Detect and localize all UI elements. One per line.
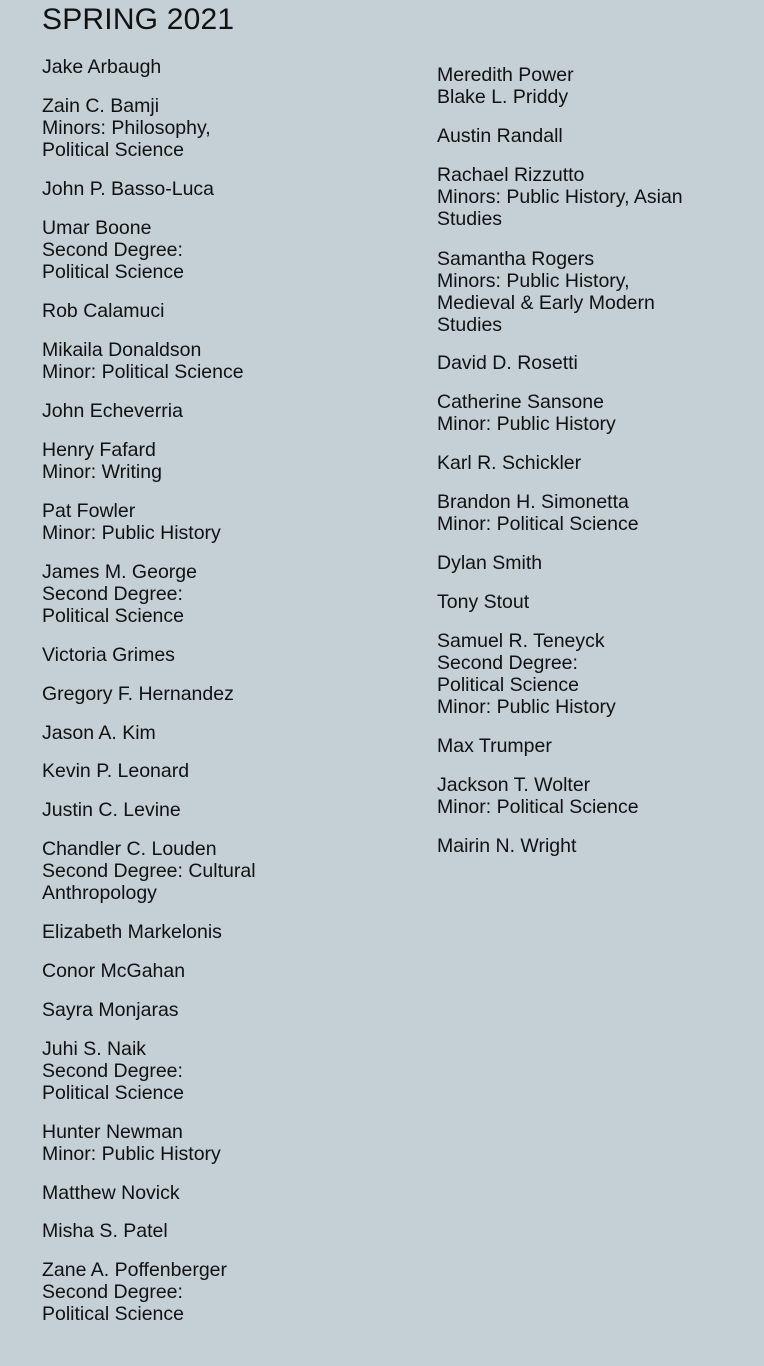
list-item — [42, 999, 179, 1021]
graduate-detail: Second Degree: Cultural — [42, 860, 256, 882]
graduate-name: Austin Randall — [437, 125, 563, 147]
graduate-name: Catherine Sansone — [437, 391, 604, 413]
graduate-name: Karl R. Schickler — [437, 452, 582, 474]
graduate-name: Jake Arbaugh — [42, 56, 162, 78]
graduate-name: Matthew Novick — [42, 1182, 180, 1204]
list-item — [437, 391, 616, 435]
graduate-detail: Minor: Political Science — [42, 361, 244, 383]
graduate-name: Sayra Monjaras — [42, 999, 179, 1021]
graduate-detail: Political Science — [437, 674, 579, 696]
graduate-detail: Minor: Public History — [437, 413, 616, 435]
list-item — [42, 921, 222, 943]
list-item — [437, 630, 616, 718]
graduate-detail: Minor: Public History — [437, 696, 616, 718]
graduate-detail: Studies — [437, 314, 503, 336]
graduate-name: Samuel R. Teneyck — [437, 630, 605, 652]
list-item — [42, 95, 211, 161]
graduate-detail: Political Science — [42, 605, 184, 627]
list-item — [42, 339, 244, 383]
list-item — [42, 56, 161, 78]
list-item — [42, 760, 189, 782]
graduate-name: Mikaila Donaldson — [42, 339, 202, 361]
graduate-detail: Medieval & Early Modern — [437, 292, 655, 314]
graduate-detail: Second Degree: — [437, 652, 578, 674]
list-item — [42, 1121, 221, 1165]
graduate-detail: Minors: Public History, — [437, 270, 630, 292]
graduate-detail: Minors: Public History, Asian — [437, 186, 683, 208]
list-item — [437, 774, 639, 818]
list-item — [42, 500, 221, 544]
graduate-detail: Minor: Political Science — [437, 513, 639, 535]
graduate-detail: Anthropology — [42, 882, 157, 904]
graduate-name: Jason A. Kim — [42, 722, 156, 744]
list-item — [42, 439, 162, 483]
graduate-detail: Second Degree: — [42, 1060, 183, 1082]
graduate-name: Kevin P. Leonard — [42, 760, 190, 782]
list-item — [42, 1220, 168, 1242]
list-item — [42, 1259, 227, 1325]
list-item — [437, 164, 683, 230]
list-item — [42, 1182, 180, 1204]
graduate-name: Chandler C. Louden — [42, 838, 217, 860]
graduate-name: Mairin N. Wright — [437, 835, 577, 857]
graduate-detail: Blake L. Priddy — [437, 86, 569, 108]
list-item — [437, 248, 655, 336]
graduate-name: Meredith Power — [437, 64, 574, 86]
list-item — [437, 735, 552, 757]
graduate-detail: Second Degree: — [42, 1281, 183, 1303]
graduate-name: John P. Basso-Luca — [42, 178, 215, 200]
graduate-detail: Second Degree: — [42, 583, 183, 605]
list-item — [437, 491, 639, 535]
graduate-detail: Minor: Writing — [42, 461, 162, 483]
list-item — [42, 400, 183, 422]
graduate-name: Brandon H. Simonetta — [437, 491, 629, 513]
document-heading: SPRING 2021 — [42, 3, 235, 36]
graduate-name: Dylan Smith — [437, 552, 543, 574]
graduate-name: Rachael Rizzutto — [437, 164, 585, 186]
graduate-name: David D. Rosetti — [437, 352, 578, 374]
graduate-detail: Political Science — [42, 261, 184, 283]
graduate-detail: Minor: Political Science — [437, 796, 639, 818]
graduate-name: Rob Calamuci — [42, 300, 165, 322]
graduate-name: Max Trumper — [437, 735, 552, 757]
graduate-detail: Political Science — [42, 1303, 184, 1325]
graduate-name: Zain C. Bamji — [42, 95, 160, 117]
list-item — [42, 644, 175, 666]
graduate-detail: Minors: Philosophy, — [42, 117, 211, 139]
list-item — [437, 835, 576, 857]
list-item — [437, 64, 574, 108]
graduate-name: Hunter Newman — [42, 1121, 183, 1143]
list-item — [42, 683, 234, 705]
list-item — [42, 1038, 184, 1104]
graduate-name: John Echeverria — [42, 400, 183, 422]
list-item — [42, 838, 256, 904]
graduate-detail: Minor: Public History — [42, 522, 221, 544]
graduate-detail: Political Science — [42, 1082, 184, 1104]
list-item — [42, 722, 156, 744]
graduate-name: Umar Boone — [42, 217, 152, 239]
list-item — [42, 300, 164, 322]
graduate-name: Tony Stout — [437, 591, 530, 613]
graduate-name: Jackson T. Wolter — [437, 774, 591, 796]
graduate-name: Samantha Rogers — [437, 248, 595, 270]
list-item — [437, 591, 529, 613]
graduate-name: Misha S. Patel — [42, 1220, 168, 1242]
graduate-name: Pat Fowler — [42, 500, 136, 522]
graduate-name: Zane A. Poffenberger — [42, 1259, 228, 1281]
graduate-detail: Minor: Public History — [42, 1143, 221, 1165]
graduate-name: Justin C. Levine — [42, 799, 181, 821]
graduate-name: Gregory F. Hernandez — [42, 683, 234, 705]
graduate-name: Conor McGahan — [42, 960, 186, 982]
list-item — [437, 452, 581, 474]
graduate-detail: Second Degree: — [42, 239, 183, 261]
list-item — [437, 352, 578, 374]
list-item — [42, 561, 197, 627]
list-item — [437, 552, 542, 574]
graduate-name: Victoria Grimes — [42, 644, 175, 666]
list-item — [42, 960, 185, 982]
list-item — [42, 217, 184, 283]
graduate-name: Juhi S. Naik — [42, 1038, 147, 1060]
list-item — [42, 799, 181, 821]
graduate-detail: Studies — [437, 208, 503, 230]
graduate-name: Henry Fafard — [42, 439, 156, 461]
list-item — [437, 125, 563, 147]
graduate-detail: Political Science — [42, 139, 184, 161]
graduate-name: James M. George — [42, 561, 197, 583]
graduate-name: Elizabeth Markelonis — [42, 921, 222, 943]
list-item — [42, 178, 214, 200]
